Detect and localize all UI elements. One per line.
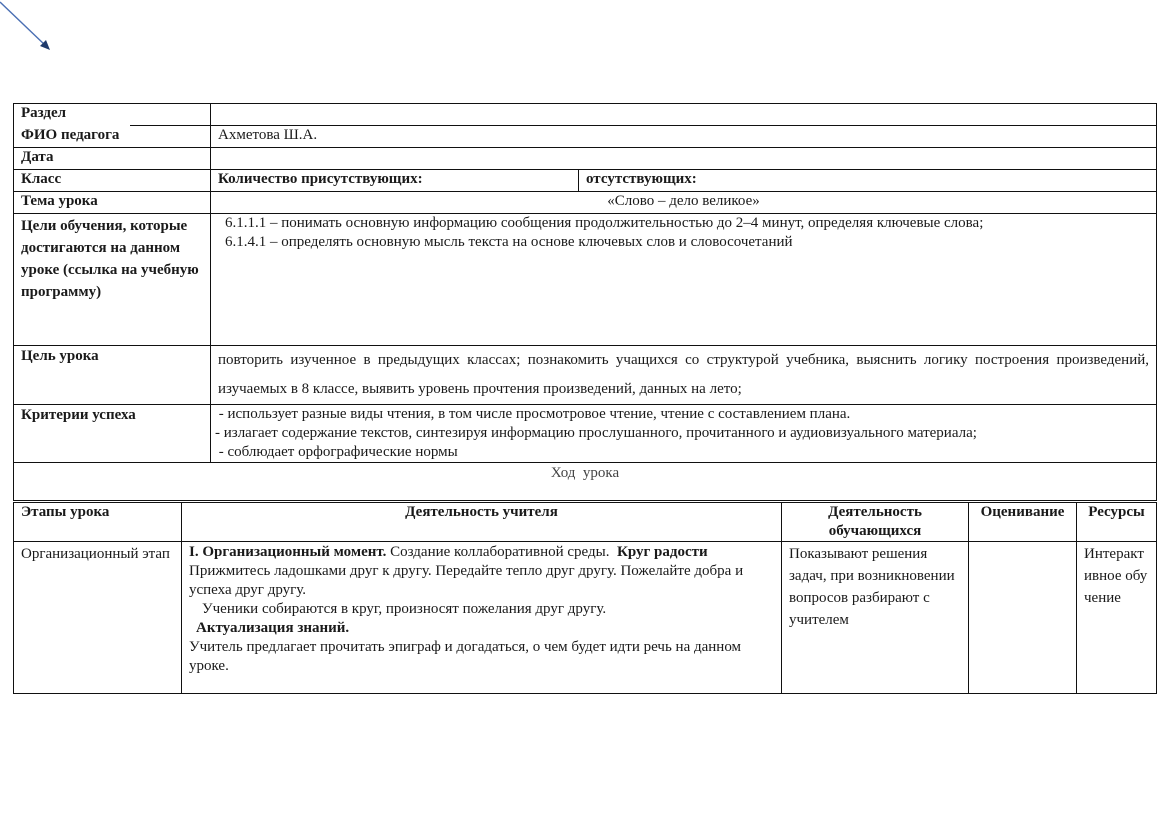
aim-label: Цель урока — [14, 346, 211, 405]
present-count-label[interactable]: Количество присутствующих: — [211, 170, 579, 192]
section-value[interactable] — [211, 104, 1157, 126]
goals-label: Цели обучения, которые достигаются на данном уроке (ссылка на учебную программу) — [14, 214, 211, 346]
topic-label: Тема урока — [14, 192, 211, 214]
aim-row — [14, 346, 1157, 405]
org-moment-heading: I. Организационный момент. — [189, 544, 387, 560]
instruction-text: Прижмитесь ладошками друг к другу. Передайте тепло друг другу. Пожелайте добра и успеха друг другу. — [189, 563, 744, 598]
date-value[interactable] — [211, 148, 1157, 170]
section-row — [14, 104, 1157, 126]
class-row — [14, 170, 1157, 192]
absent-count-label[interactable]: отсутствующих: — [579, 170, 1157, 192]
lesson-info-table — [13, 103, 1157, 501]
lesson-flow-title: Ход урока — [14, 463, 1157, 501]
date-label: Дата — [14, 148, 211, 170]
border-gap — [14, 124, 130, 127]
lesson-flow-row — [14, 463, 1157, 501]
criteria-item: - использует разные виды чтения, в том числе просмотровое чтение, чтение с составлением плана. — [215, 406, 851, 422]
teacher-value[interactable]: Ахметова Ш.А. — [211, 126, 1157, 148]
goals-value[interactable] — [211, 214, 1157, 346]
goals-row — [14, 214, 1157, 346]
resources-cell[interactable]: Интерактивное обучение — [1077, 542, 1157, 694]
stage-cell[interactable]: Организационный этап — [14, 542, 182, 694]
table-row — [14, 542, 1157, 694]
criteria-row — [14, 405, 1157, 463]
students-action-text: Ученики собираются в круг, произносят пожелания друг другу. — [202, 601, 607, 617]
criteria-item: - соблюдает орфографические нормы — [215, 444, 458, 460]
task-text: Учитель предлагает прочитать эпиграф и догадаться, о чем будет идти речь на данном уроке. — [189, 639, 742, 674]
teacher-row — [14, 126, 1157, 148]
header-resources: Ресурсы — [1077, 503, 1157, 542]
class-label: Класс — [14, 170, 211, 192]
header-stages: Этапы урока — [14, 503, 182, 542]
aim-value[interactable]: повторить изученное в предыдущих классах; познакомить учащихся со структурой учебника, выяснить логику построения произведений, изучаемых в 8 классе, выявить уровень прочтения произведений, данных на лето; — [211, 346, 1157, 405]
section-label: Раздел — [14, 104, 211, 126]
goal-item: 6.1.1.1 – понимать основную информацию сообщения продолжительностью до 2–4 минут, определяя ключевые слова; — [225, 215, 984, 231]
header-assessment: Оценивание — [969, 503, 1077, 542]
date-row — [14, 148, 1157, 170]
criteria-label: Критерии успеха — [14, 405, 211, 463]
circle-of-joy-heading: Круг радости — [616, 544, 708, 560]
assessment-cell[interactable] — [969, 542, 1077, 694]
criteria-item: - излагает содержание текстов, синтезируя информацию прослушанного, прочитанного и аудиовизуального материала; — [215, 425, 977, 441]
org-moment-text: Создание коллаборативной среды. — [386, 544, 617, 560]
topic-value[interactable]: «Слово – дело великое» — [211, 192, 1157, 214]
topic-row — [14, 192, 1157, 214]
criteria-value[interactable] — [211, 405, 1157, 463]
student-activity-cell[interactable]: Показывают решения задач, при возникновении вопросов разбирают с учителем — [782, 542, 969, 694]
lesson-plan-table — [13, 502, 1157, 694]
lesson-header-row — [14, 503, 1157, 542]
teacher-label: ФИО педагога — [14, 126, 211, 148]
arrow-shape-icon — [0, 0, 60, 60]
header-student-activity: Деятельность обучающихся — [782, 503, 969, 542]
goal-item: 6.1.4.1 – определять основную мысль текста на основе ключевых слов и словосочетаний — [225, 234, 793, 250]
actualization-heading: Актуализация знаний. — [196, 620, 350, 636]
header-teacher-activity: Деятельность учителя — [182, 503, 782, 542]
teacher-activity-cell[interactable] — [182, 542, 782, 694]
